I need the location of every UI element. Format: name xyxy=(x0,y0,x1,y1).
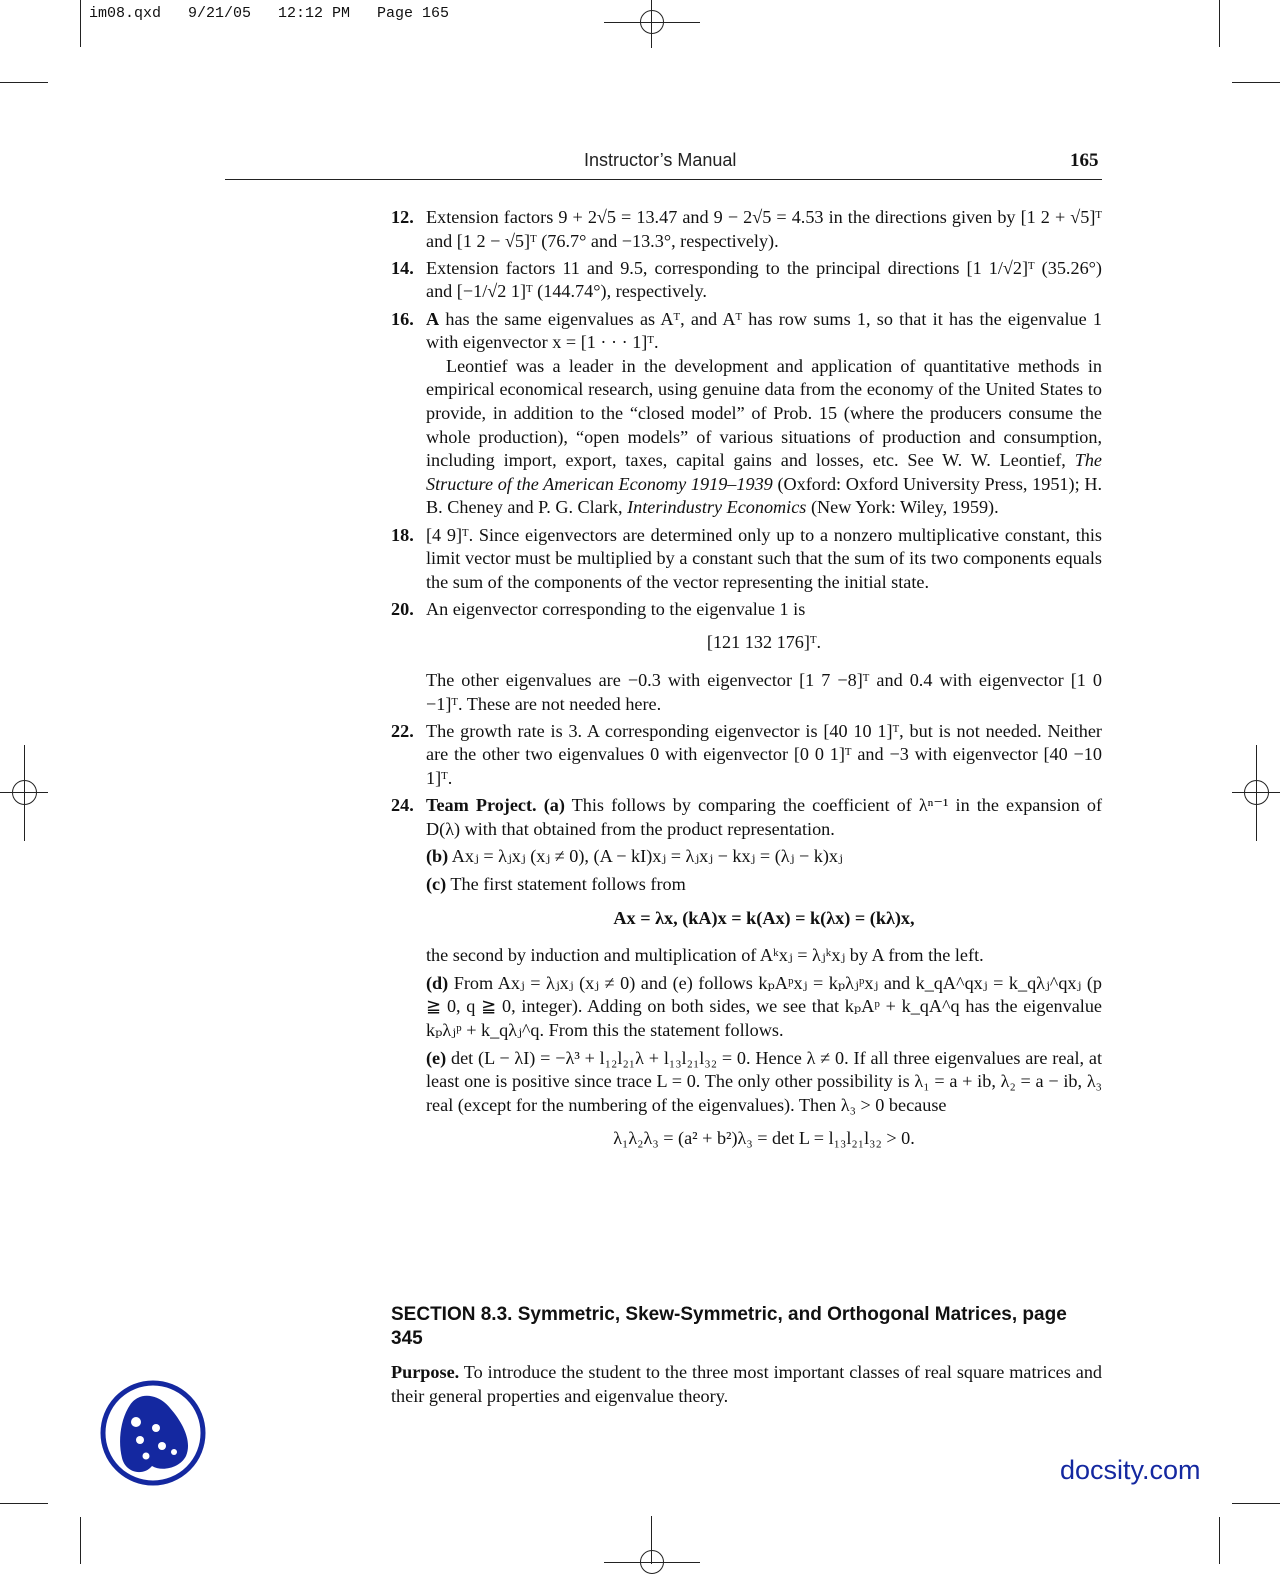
answer-number: 14. xyxy=(391,257,414,278)
answer-text: Extension factors 11 and 9.5, corresponding to the principal directions [1 1/√2]ᵀ (35.26°) and [−1/√2 1]ᵀ (144.74°), respectively. xyxy=(426,257,1102,302)
running-header-title: Instructor’s Manual xyxy=(584,150,737,170)
answers-content xyxy=(391,206,1102,1165)
docsity-logo-icon xyxy=(100,1380,206,1486)
purpose-paragraph xyxy=(391,1361,1102,1408)
leontief-paragraph xyxy=(426,355,1102,520)
watermark-link[interactable]: docsity.com xyxy=(1060,1455,1201,1485)
crop-mark xyxy=(1219,1517,1220,1564)
display-equation: λ₁λ₂λ₃ = (a² + b²)λ₃ = det L = l₁₃l₂₁l₃₂ > 0. xyxy=(613,1128,915,1149)
part-e xyxy=(426,1047,1102,1118)
matrix-symbol: A xyxy=(426,308,440,329)
answer-20-continued xyxy=(391,669,1102,716)
print-slug: im08.qxd 9/21/05 12:12 PM Page 165 xyxy=(89,5,450,22)
registration-mark-left xyxy=(0,745,48,841)
project-title: Team Project. xyxy=(426,795,537,816)
answer-24-continued xyxy=(391,944,1102,1117)
crop-mark xyxy=(80,1517,81,1564)
answer-number: 20. xyxy=(391,598,414,619)
purpose-label: Purpose. xyxy=(391,1362,460,1382)
answer-number: 24. xyxy=(391,795,414,816)
answer-text: [4 9]ᵀ. Since eigenvectors are determined only up to a nonzero multiplicative constant, this limit vector must be multiplied by a constant such that the sum of its two components equals the sum of the components of the vector representing the initial state. xyxy=(426,524,1102,592)
answer-18 xyxy=(391,524,1102,595)
paragraph-text: (Oxford: Oxford University Press, 1951); H. B. Cheney and P. G. Clark, xyxy=(426,473,1103,518)
answer-text: An eigenvector corresponding to the eigenvalue 1 is xyxy=(426,598,806,619)
answer-number: 12. xyxy=(391,207,414,227)
answer-number: 22. xyxy=(391,720,414,741)
answer-text: The growth rate is 3. A corresponding eigenvector is [40 10 1]ᵀ, but is not needed. Neither are the other two eigenvalues 0 with eigenvector [0 0 1]ᵀ and −3 with eigenvector [40 −10 1]ᵀ. xyxy=(426,720,1102,789)
answer-text: the second by induction and multiplication of Aᵏxⱼ = λⱼᵏxⱼ by A from the left. xyxy=(426,945,984,966)
crop-mark xyxy=(1219,0,1220,47)
crop-mark xyxy=(80,0,81,47)
part-label: (a) xyxy=(543,795,565,816)
part-c xyxy=(426,873,1102,897)
answer-text: This follows by comparing the coefficient of λⁿ⁻¹ in the expansion of D(λ) with that obtained from the product representation. xyxy=(426,795,1103,839)
answer-text: The other eigenvalues are −0.3 with eigenvector [1 7 −8]ᵀ and 0.4 with eigenvector [1 0 −1]ᵀ. These are not needed here. xyxy=(426,670,1102,714)
answer-16 xyxy=(391,308,1102,520)
paragraph-text: Leontief was a leader in the development and application of quantitative methods in empirical economical research, using genuine data from the economy of the United States to provide, in addition to the “closed model” of Prob. 15 (where the producers consume the whole production), “open models” of various situations of production and consumption, including import, export, taxes, capital gains and losses, etc. See W. W. Leontief, xyxy=(426,355,1102,471)
answer-22 xyxy=(391,720,1102,791)
part-b xyxy=(426,845,1102,869)
page-number: 165 xyxy=(1070,150,1099,171)
part-label: (d) xyxy=(426,972,449,993)
crop-mark xyxy=(0,82,48,83)
purpose-text: To introduce the student to the three most important classes of real square matrices and their general properties and eigenvalue theory. xyxy=(391,1362,1103,1406)
registration-mark-right xyxy=(1232,745,1280,841)
part-d xyxy=(426,972,1102,1043)
answer-text: The first statement follows from xyxy=(450,874,686,894)
display-equation: [121 132 176]ᵀ. xyxy=(706,632,822,653)
answer-20 xyxy=(391,598,1102,622)
part-label: (e) xyxy=(426,1047,447,1068)
header-rule xyxy=(225,179,1102,180)
answer-text: det (L − λI) = −λ³ + l₁₂l₂₁λ + l₁₃l₂₁l₃₂ = 0. Hence λ ≠ 0. If all three eigenvalues are real, at least one is positive since trace L = 0. The only other possibility is λ₁ = a + ib, λ₂ = a − ib, λ₃ real (except for the numbering of the eigenvalues). Then λ₃ > 0 because xyxy=(426,1047,1103,1115)
display-equation: Ax = λx, (kA)x = k(Ax) = k(λx) = (kλ)x, xyxy=(613,907,915,928)
crop-mark xyxy=(1232,1503,1280,1504)
answer-number: 18. xyxy=(391,524,414,545)
answer-24 xyxy=(391,794,1102,896)
answer-text: From Axⱼ = λⱼxⱼ (xⱼ ≠ 0) and (e) follows kₚAᵖxⱼ = kₚλⱼᵖxⱼ and k_qA^qxⱼ = k_qλⱼ^qxⱼ (p ≧ 0, q ≧ 0, integer). Adding on both sides, we see that kₚAᵖ + k_qA^q has the eigenvalue kₚλⱼᵖ + k_qλⱼ^q. From this the statement follows. xyxy=(426,972,1102,1040)
paragraph-text: (New York: Wiley, 1959). xyxy=(810,497,999,518)
crop-mark xyxy=(0,1503,48,1504)
answer-number: 16. xyxy=(391,308,414,329)
answer-text: Axⱼ = λⱼxⱼ (xⱼ ≠ 0), (A − kI)xⱼ = λⱼxⱼ − kxⱼ = (λⱼ − k)xⱼ xyxy=(451,846,843,867)
part-label: (b) xyxy=(426,846,449,867)
part-label: (c) xyxy=(426,874,447,894)
crop-mark xyxy=(1232,82,1280,83)
registration-mark-top xyxy=(604,0,700,48)
answer-12 xyxy=(391,206,1102,253)
registration-mark-bottom xyxy=(604,1516,700,1564)
book-title: Interindustry Economics xyxy=(627,497,807,518)
answer-14 xyxy=(391,257,1102,304)
answer-text: has the same eigenvalues as Aᵀ, and Aᵀ has row sums 1, so that it has the eigenvalue 1 with eigenvector x = [1 · · · 1]ᵀ. xyxy=(426,308,1102,353)
book-title: The Structure of the American Economy 1919–1939 xyxy=(426,450,1102,494)
section-heading: SECTION 8.3. Symmetric, Skew-Symmetric, and Orthogonal Matrices, page 345 xyxy=(391,1304,1067,1349)
answer-text: Extension factors 9 + 2√5 = 13.47 and 9 − 2√5 = 4.53 in the directions given by [1 2 + √5]ᵀ and [1 2 − √5]ᵀ (76.7° and −13.3°, respectively). xyxy=(426,207,1102,251)
